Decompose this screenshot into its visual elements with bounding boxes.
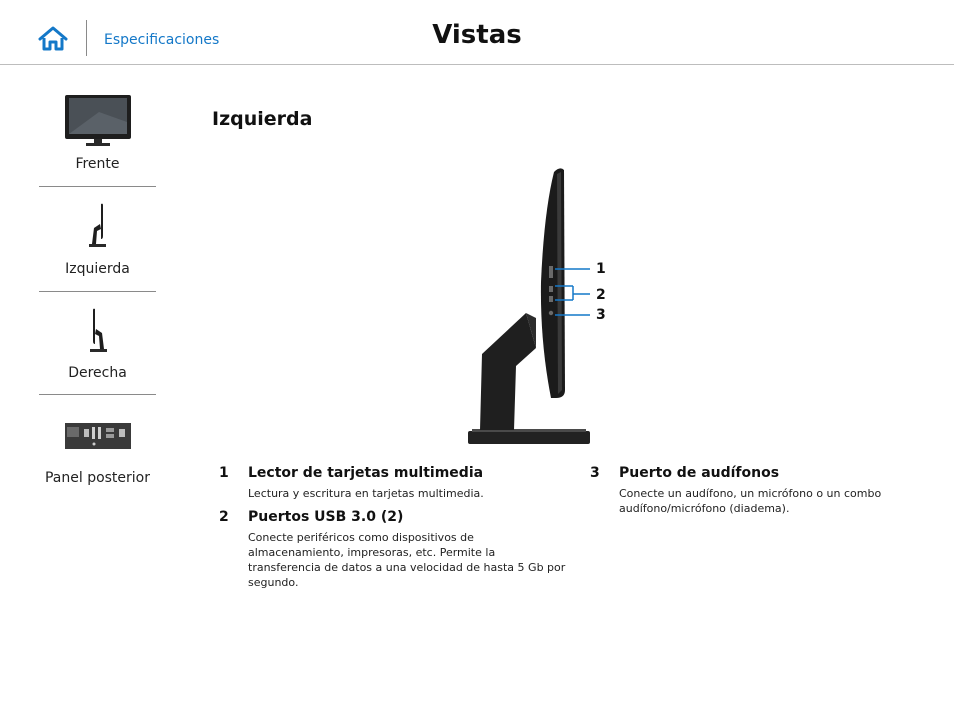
sidebar-item-label: Panel posterior [44, 470, 151, 486]
monitor-front-icon [64, 94, 132, 148]
specifications-link[interactable]: Especificaciones [104, 32, 220, 48]
sidebar-divider [39, 186, 156, 187]
callout-3: 3 [596, 307, 606, 323]
callout-1: 1 [596, 261, 606, 277]
item-number: 1 [219, 465, 229, 481]
sidebar-item-label: Derecha [68, 365, 127, 381]
sidebar-divider [39, 394, 156, 395]
item-number: 3 [590, 465, 600, 481]
sidebar-item-derecha[interactable] [39, 300, 156, 392]
sidebar-item-label: Izquierda [65, 261, 130, 277]
header-bar [0, 0, 954, 65]
description-item-3 [590, 465, 910, 515]
monitor-left-icon [86, 202, 110, 250]
item-title: Lector de tarjetas multimedia [248, 465, 484, 481]
description-item-1 [219, 465, 569, 505]
item-title: Puertos USB 3.0 (2) [248, 509, 404, 525]
section-title: Izquierda [212, 108, 313, 130]
back-panel-icon [64, 422, 132, 450]
item-text: Lectura y escritura en tarjetas multimedia. [248, 487, 484, 500]
item-text: Conecte periféricos como dispositivos de almacenamiento, impresoras, etc. Permite la transferencia de datos a una velocidad de hasta 5 Gb por segundo. [248, 531, 566, 589]
item-text: Conecte un audífono, un micrófono o un combo audífono/micrófono (diadema). [619, 487, 882, 515]
description-item-2 [219, 509, 569, 589]
item-title: Puerto de audífonos [619, 465, 780, 481]
page-title: Vistas [432, 20, 522, 50]
computer-left-side-diagram [460, 162, 620, 452]
sidebar-item-frente[interactable] [39, 94, 156, 186]
item-number: 2 [219, 509, 229, 525]
sidebar-item-panel-posterior[interactable] [39, 404, 156, 496]
monitor-right-icon [86, 307, 110, 355]
sidebar-item-label: Frente [75, 156, 120, 172]
sidebar-item-izquierda[interactable] [39, 196, 156, 288]
callout-2: 2 [596, 287, 606, 303]
sidebar-divider [39, 291, 156, 292]
